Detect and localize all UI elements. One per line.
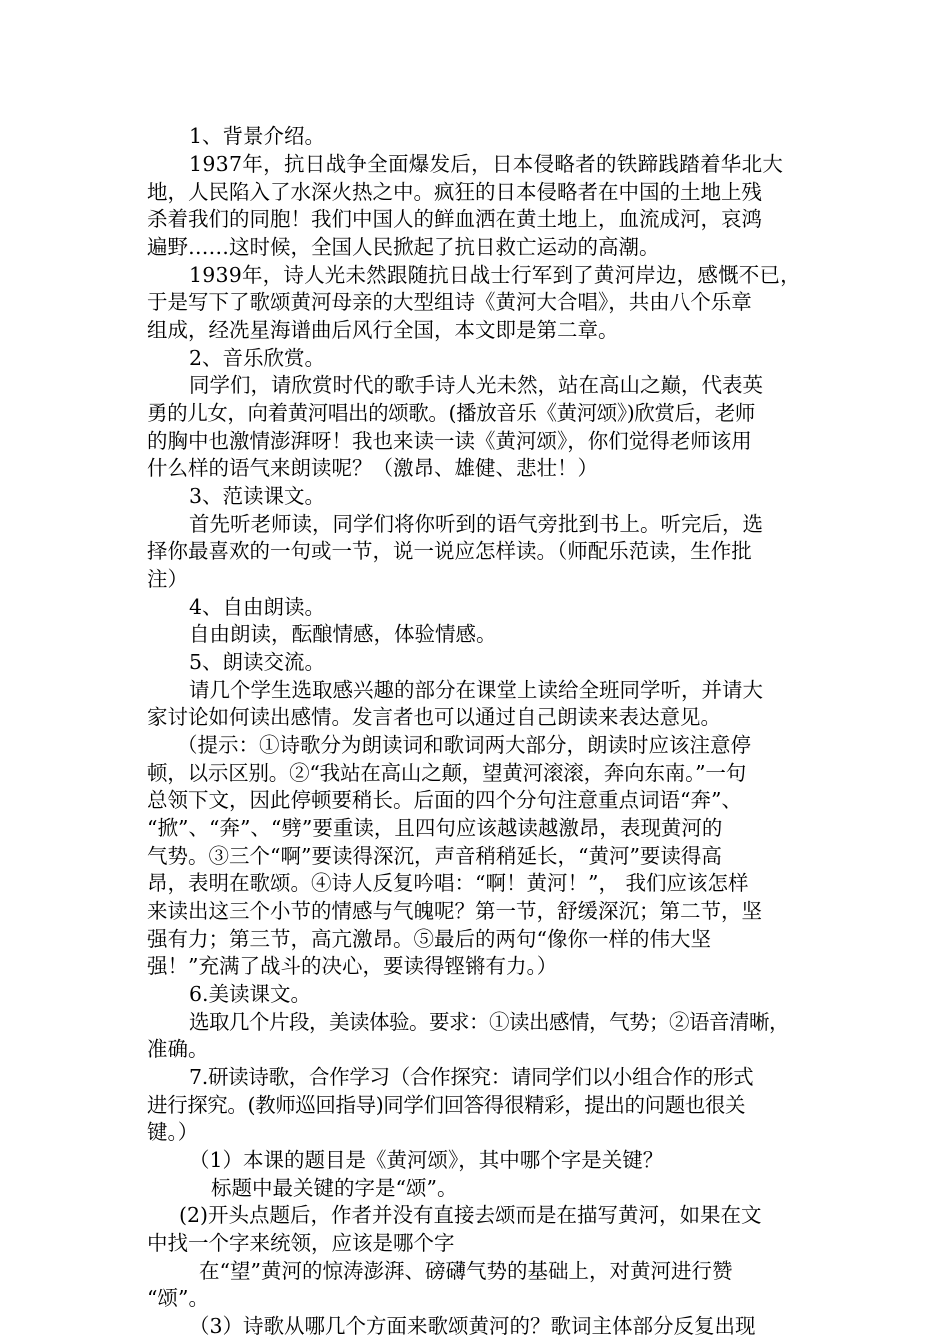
text-line: 5、朗读交流。 <box>189 650 326 674</box>
text-line: 在“望”黄河的惊涛澎湃、磅礴气势的基础上，对黄河进行赞 <box>199 1259 733 1283</box>
text-line: 遍野……这时候，全国人民掀起了抗日救亡运动的高潮。 <box>147 235 660 259</box>
text-line: 顿，以示区别。②“我站在高山之颠，望黄河滚滚，奔向东南。”一句 <box>147 761 747 785</box>
text-line: 家讨论如何读出感情。发言者也可以通过自己朗读来表达意见。 <box>147 705 721 729</box>
text-line: 3、范读课文。 <box>189 484 326 508</box>
text-line: 组成，经冼星海谱曲后风行全国，本文即是第二章。 <box>147 318 619 342</box>
text-line: 强有力；第三节，高亢激昂。⑤最后的两句“像你一样的伟大坚 <box>147 927 711 951</box>
text-line: “颂”。 <box>147 1286 209 1310</box>
text-line: 昂，表明在歌颂。④诗人反复吟唱：“啊！黄河！”， 我们应该怎样 <box>147 871 749 895</box>
text-line: （提示：①诗歌分为朗读词和歌词两大部分，朗读时应该注意停 <box>177 733 751 757</box>
text-line: 总领下文，因此停顿要稍长。后面的四个分句注意重点词语“奔”、 <box>147 788 742 812</box>
text-line: 2、音乐欣赏。 <box>189 346 326 370</box>
text-line: 4、自由朗读。 <box>189 595 326 619</box>
text-line: 的胸中也激情澎湃呀！我也来读一读《黄河颂》，你们觉得老师该用 <box>147 429 752 453</box>
text-line: 地，人民陷入了水深火热之中。疯狂的日本侵略者在中国的土地上残 <box>147 180 762 204</box>
text-line: 1937年，抗日战争全面爆发后，日本侵略者的铁蹄践踏着华北大 <box>189 152 784 176</box>
text-line: 同学们，请欣赏时代的歌手诗人光未然，站在高山之巅，代表英 <box>189 373 763 397</box>
text-line: 进行探究。(教师巡回指导)同学们回答得很精彩，提出的问题也很关 <box>147 1093 746 1117</box>
text-line: 键。） <box>147 1120 199 1144</box>
text-line: 杀着我们的同胞！我们中国人的鲜血洒在黄土地上，血流成河，哀鸿 <box>147 207 762 231</box>
text-line: 请几个学生选取感兴趣的部分在课堂上读给全班同学听，并请大 <box>189 678 763 702</box>
text-line: 标题中最关键的字是“颂”。 <box>211 1176 458 1200</box>
text-line: 1、背景介绍。 <box>189 124 326 148</box>
text-line: 勇的儿女，向着黄河唱出的颂歌。(播放音乐《黄河颂》)欣赏后，老师 <box>147 401 755 425</box>
text-line: 准确。 <box>147 1037 209 1061</box>
text-line: 1939年，诗人光未然跟随抗日战士行军到了黄河岸边，感慨不已， <box>189 263 801 287</box>
text-line: 什么样的语气来朗读呢？（激昂、雄健、悲壮！） <box>147 456 598 480</box>
text-line: 选取几个片段，美读体验。要求：①读出感情，气势；②语音清晰， <box>189 1010 789 1034</box>
text-line: 中找一个字来统领，应该是哪个字 <box>147 1231 455 1255</box>
text-line: 于是写下了歌颂黄河母亲的大型组诗《黄河大合唱》，共由八个乐章 <box>147 290 752 314</box>
text-line: 来读出这三个小节的情感与气魄呢？第一节，舒缓深沉；第二节，坚 <box>147 899 762 923</box>
text-line: 自由朗读，酝酿情感，体验情感。 <box>189 622 497 646</box>
text-line: 强！”充满了战斗的决心，要读得铿锵有力。） <box>147 954 558 978</box>
text-line: 择你最喜欢的一句或一节，说一说应怎样读。（师配乐范读，生作批 <box>147 539 752 563</box>
text-line: （1）本课的题目是《黄河颂》，其中哪个字是关键？ <box>189 1148 664 1172</box>
text-line: 气势。③三个“啊”要读得深沉，声音稍稍延长，“黄河”要读得高 <box>147 844 722 868</box>
text-line: 7.研读诗歌，合作学习（合作探究：请同学们以小组合作的形式 <box>189 1065 754 1089</box>
text-line: “掀”、“奔”、“劈”要重读，且四句应该越读越激昂，表现黄河的 <box>147 816 723 840</box>
text-line: (2)开头点题后，作者并没有直接去颂而是在描写黄河，如果在文 <box>179 1203 762 1227</box>
text-line: （3）诗歌从哪几个方面来歌颂黄河的？歌词主体部分反复出现 <box>189 1314 756 1338</box>
text-line: 6.美读课文。 <box>189 982 312 1006</box>
text-line: 注） <box>147 567 188 591</box>
text-line: 首先听老师读，同学们将你听到的语气旁批到书上。听完后，选 <box>189 512 763 536</box>
